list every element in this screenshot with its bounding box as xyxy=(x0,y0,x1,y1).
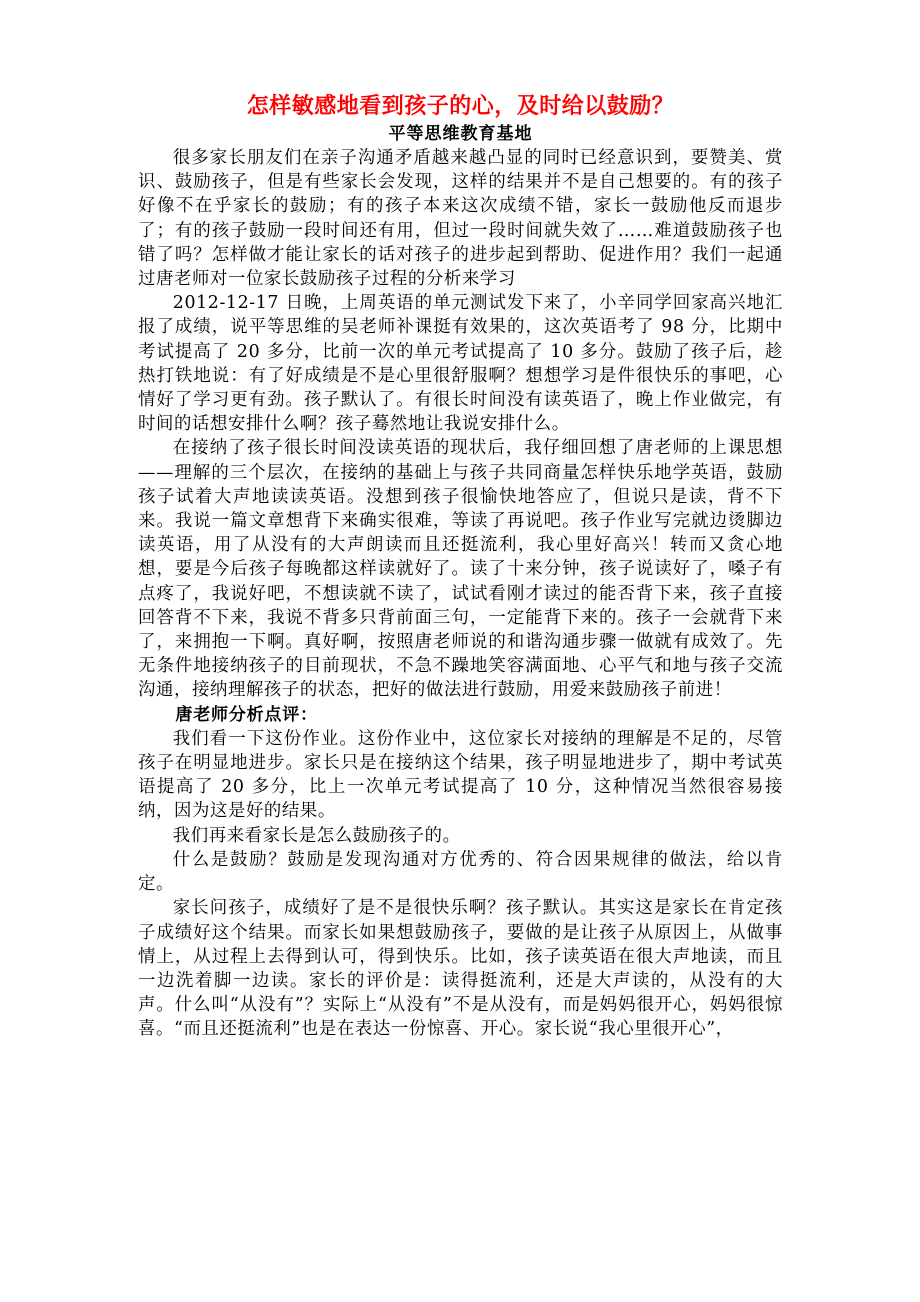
intro-paragraph: 很多家长朋友们在亲子沟通矛盾越来越凸显的同时已经意识到，要赞美、赏识、鼓励孩子，但是有些家长会发现，这样的结果并不是自己想要的。有的孩子好像不在乎家长的鼓励；有的孩子本来这次成绩不错，家长一鼓励他反而退步了；有的孩子鼓励一段时间还有用，但过一段时间就失效了……难道鼓励孩子也错了吗？怎样做才能让家长的话对孩子的进步起到帮助、促进作用？我们一起通过唐老师对一位家长鼓励孩子过程的分析来学习 xyxy=(138,148,783,290)
document-body xyxy=(138,92,783,1042)
document-subtitle: 平等思维教育基地 xyxy=(388,124,533,144)
story-paragraph-2: 在接纳了孩子很长时间没读英语的现状后，我仔细回想了唐老师的上课思想——理解的三个层次，在接纳的基础上与孩子共同商量怎样快乐地学英语，鼓励孩子试着大声地读读英语。没想到孩子很愉快地答应了，但说只是读，背不下来。我说一篇文章想背下来确实很难，等读了再说吧。孩子作业写完就边烫脚边读英语，用了从没有的大声朗读而且还挺流利，我心里好高兴！转而又贪心地想，要是今后孩子每晚都这样读就好了。读了十来分钟，孩子说读好了，嗓子有点疼了，我说好吧，不想读就不读了，试试看刚才读过的能否背下来，孩子直接回答背不下来，我说不背多只背前面三句，一定能背下来的。孩子一会就背下来了，来拥抱一下啊。真好啊，按照唐老师说的和谐沟通步骤一做就有成效了。先无条件地接纳孩子的目前现状，不急不躁地笑容满面地、心平气和地与孩子交流沟通，接纳理解孩子的状态，把好的做法进行鼓励，用爱来鼓励孩子前进！ xyxy=(138,438,783,701)
document-title: 怎样敏感地看到孩子的心，及时给以鼓励？ xyxy=(246,94,675,119)
analysis-heading: 唐老师分析点评： xyxy=(175,704,318,725)
analysis-paragraph-4: 家长问孩子，成绩好了是不是很快乐啊？孩子默认。其实这是家长在肯定孩子成绩好这个结果。而家长如果想鼓励孩子，要做的是让孩子从原因上，从做事情上，从过程上去得到认可，得到快乐。比如，孩子读英语在很大声地读，而且一边洗着脚一边读。家长的评价是：读得挺流利，还是大声读的，从没有的大声。什么叫“从没有”？实际上“从没有”不是从没有，而是妈妈很开心，妈妈很惊喜。“而且还挺流利”也是在表达一份惊喜、开心。家长说“我心里很开心”， xyxy=(138,898,783,1040)
story-paragraph-1: 2012-12-17 日晚，上周英语的单元测试发下来了，小辛同学回家高兴地汇报了成绩，说平等思维的吴老师补课挺有效果的，这次英语考了 98 分，比期中考试提高了 20 多分，比前一次的单元考试提高了 10 多分。鼓励了孩子后，趁热打铁地说：有了好成绩是不是心里很舒服啊？想想学习是件很快乐的事吧，心情好了学习更有劲。孩子默认了。有很长时间没有读英语了，晚上作业做完，有时间的话想安排什么啊？孩子蓦然地让我说安排什么。 xyxy=(138,293,783,435)
analysis-paragraph-3: 什么是鼓励？鼓励是发现沟通对方优秀的、符合因果规律的做法，给以肯定。 xyxy=(138,849,783,895)
analysis-paragraph-1: 我们看一下这份作业。这份作业中，这位家长对接纳的理解是不足的，尽管孩子在明显地进步。家长只是在接纳这个结果，孩子明显地进步了，期中考试英语提高了 20 多分，比上一次单元考试提高了 10 分，这种情况当然很容易接纳，因为这是好的结果。 xyxy=(138,728,783,822)
analysis-paragraph-2: 我们再来看家长是怎么鼓励孩子的。 xyxy=(172,825,461,846)
